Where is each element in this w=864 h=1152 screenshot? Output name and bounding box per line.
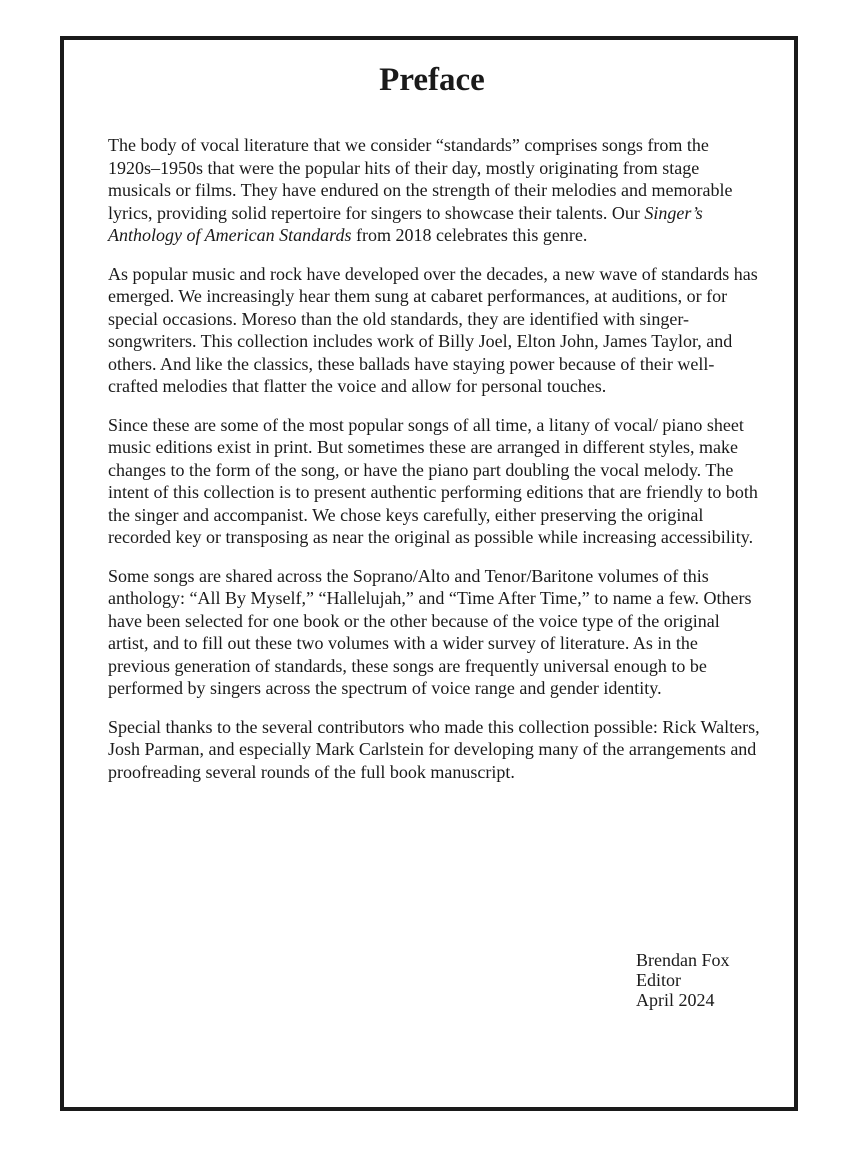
signature-block [636,950,730,1010]
paragraph-intro-text: The body of vocal literature that we consider “standards” comprises songs from the 1920s–1950s that were the popular hits of their day, mostly originating from stage musicals or films. They have endured on the strength of their melodies and memorable lyrics, providing solid repertoire for singers to showcase their talents. Our [108,135,733,223]
anthology-title: Singer’s Anthology of American Standards [108,202,703,245]
paragraph-volumes: Some songs are shared across the Soprano/Alto and Tenor/Baritone volumes of this anthology: “All By Myself,” “Hallelujah,” and “Time After Time,” to name a few. Others have been selected for one book or the other because of the voice type of the original artist, and to fill out these two volumes with a wider survey of literature. As in the previous generation of standards, these songs are frequently universal enough to be performed by singers across the spectrum of voice range and gender identity. [108,565,752,698]
preface-body [108,134,763,783]
paragraph-intro-end: from 2018 celebrates this genre. [351,225,588,245]
paragraph-intro [108,134,763,247]
paragraph-new-standards: As popular music and rock have developed over the decades, a new wave of standards has emerged. We increasingly hear them sung at cabaret performances, at auditions, or for special occasions. Moreso than the old standards, they are identified with singer-songwriters. This collection includes work of Billy Joel, Elton John, James Taylor, and others. And like the classics, these ballads have staying power because of their well-crafted melodies that flatter the voice and allow for personal touches. [108,263,758,396]
paragraph-thanks: Special thanks to the several contributors who made this collection possible: Rick Walters, Josh Parman, and especially Mark Carlstein for developing many of the arrangements and proofreading several rounds of the full book manuscript. [108,716,760,782]
editor-name: Brendan Fox [636,950,730,970]
paragraph-editions: Since these are some of the most popular songs of all time, a litany of vocal/ piano sheet music editions exist in print. But sometimes these are arranged in different styles, make changes to the form of the song, or have the piano part doubling the vocal melody. The intent of this collection is to present authentic performing editions that are friendly to both the singer and accompanist. We chose keys carefully, either preserving the original recorded key or transposing as near the original as possible while increasing accessibility. [108,414,758,547]
page-title: Preface [379,62,485,98]
editor-role: Editor [636,970,681,990]
signature-date: April 2024 [636,990,715,1010]
